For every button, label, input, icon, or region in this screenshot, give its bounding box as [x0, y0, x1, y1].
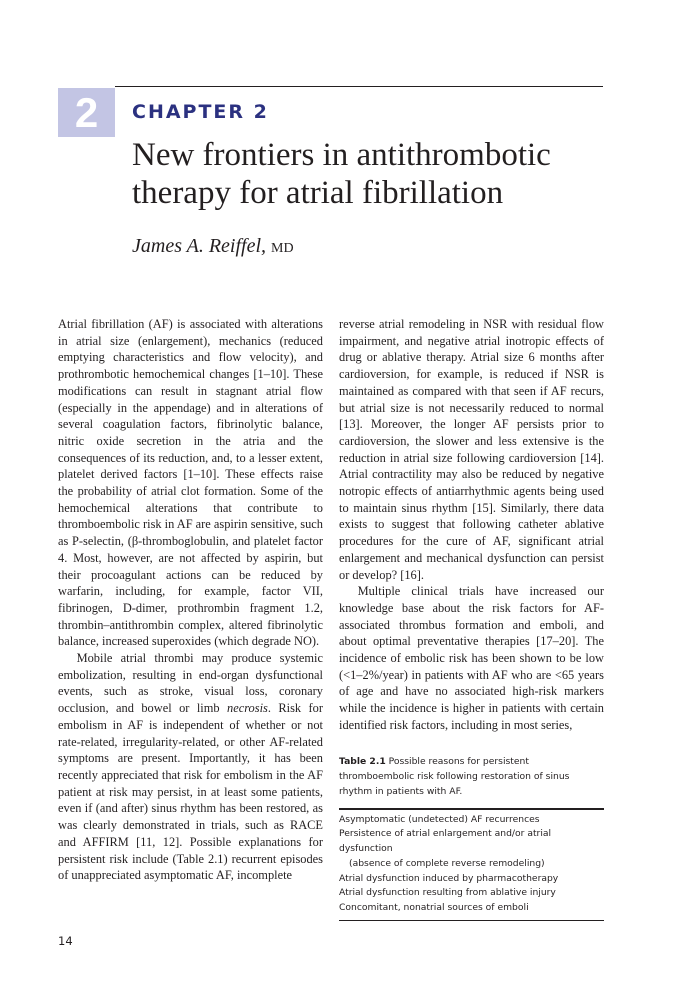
chapter-label: CHAPTER 2: [132, 101, 269, 123]
table-caption: [339, 754, 604, 799]
body-text: Mobile atrial thrombi may produce systemic embolization, resulting in end-organ dysfunctional events, such as stroke, visual loss, coronary occlusion, and bowel or limb: [58, 651, 323, 716]
body-paragraph: [58, 650, 323, 884]
table-row: [339, 827, 604, 871]
table-row-text: Persistence of atrial enlargement and/or atrial dysfunction: [339, 828, 552, 855]
table-body: [339, 810, 604, 917]
table-row-continuation: (absence of complete reverse remodeling): [349, 857, 545, 869]
body-paragraph: reverse atrial remodeling in NSR with residual flow impairment, and negative atrial inotropic effects of drug or ablative therapy. Atrial size 6 months after cardioversion, for example, is reduced if NSR is maintained as compared with that seen if AF recurs, but atrial size is not necessarily reduced to normal [13]. Moreover, the longer AF persists prior to cardioversion, the slower and less extensive is the reduction in atrial size following cardioversion [14]. Atrial contractility may also be reduced by negative notropic effects of antiarrhythmic agents being used to maintain sinus rhythm [15]. Similarly, there data exists to suggest that following catheter ablative procedures for the cure of AF, significant atrial enlargement and mechanical dysfunction can persist or develop? [16].: [339, 317, 604, 582]
header-rule: [115, 86, 603, 87]
body-paragraph: Atrial fibrillation (AF) is associated with alterations in atrial size (enlargement), mechanics (reduced emptying characteristics and flow velocity), and prothrombotic hemochemical changes [1–10]. These modifications can result in stagnant atrial flow (especially in the appendage) and in alterations of several coagulation factors, fibrinolytic balance, nitric oxide secretion in the atria and the consequences of its reduction, and, to a lesser extent, platelet derived factors [1–10]. These effects raise the probability of atrial clot formation. Some of the hemochemical alterations that contribute to thromboembolic risk in AF are aspirin sensitive, such as P-selectin, (β-thromboglobulin, and platelet factor 4. Most, however, are not affected by aspirin, but their procoagulant actions can be reduced by warfarin, including, for example, factor VII, fibrinogen, D-dimer, prothrombin fragment 1.2, thrombin–antithrombin complex, altered fibrinolytic balance, increased superoxides (which degrade NO).: [58, 317, 323, 649]
table-row: Atrial dysfunction resulting from ablative injury: [339, 887, 556, 899]
chapter-title: [132, 136, 602, 212]
body-text-italic: necrosis: [227, 701, 268, 716]
chapter-title-line-2: therapy for atrial fibrillation: [132, 175, 504, 211]
body-text: . Risk for embolism in AF is independent of whether or not rate-related, irregularity-related, or other AF-related symptoms are present. Importantly, it has been recently appreciated that risk for embolism in the AF patient at risk may persist, in at least some patients, even if (and after) sinus rhythm has been restored, as was clearly demonstrated in trials, such as RACE and AFFIRM [11, 12]. Possible explanations for persistent risk include (Table 2.1) recurrent episodes of unappreciated asymptomatic AF, incomplete: [58, 701, 323, 883]
body-column-right: [339, 316, 604, 734]
chapter-title-line-1: New frontiers in antithrombotic: [132, 137, 551, 173]
table-rule-bottom: [339, 920, 604, 921]
table-caption-label: Table 2.1: [339, 756, 386, 767]
author: [132, 233, 294, 262]
table-2-1: [339, 754, 604, 921]
chapter-number-box: 2: [58, 88, 115, 137]
author-degree: MD: [271, 241, 294, 256]
body-paragraph: Multiple clinical trials have increased our knowledge base about the risk factors for AF-associated thrombus formation and emboli, and about optimal preventative therapies [17–20]. The incidence of embolic risk has been shown to be low (<1–2%/year) in patients with AF who are <65 years of age and have no associated high-risk markers while the incidence is higher in patients with certain identified risk factors, including in most series,: [339, 584, 604, 732]
table-caption-text: Possible reasons for persistent thromboembolic risk following restoration of sinus rhythm in patients with AF.: [339, 756, 570, 797]
table-row: Atrial dysfunction induced by pharmacotherapy: [339, 872, 559, 884]
table-row: Asymptomatic (undetected) AF recurrences: [339, 813, 540, 825]
table-row: Concomitant, nonatrial sources of emboli: [339, 902, 529, 914]
page-number: 14: [58, 934, 73, 948]
author-name: James A. Reiffel,: [132, 235, 267, 257]
body-column-left: [58, 316, 323, 884]
